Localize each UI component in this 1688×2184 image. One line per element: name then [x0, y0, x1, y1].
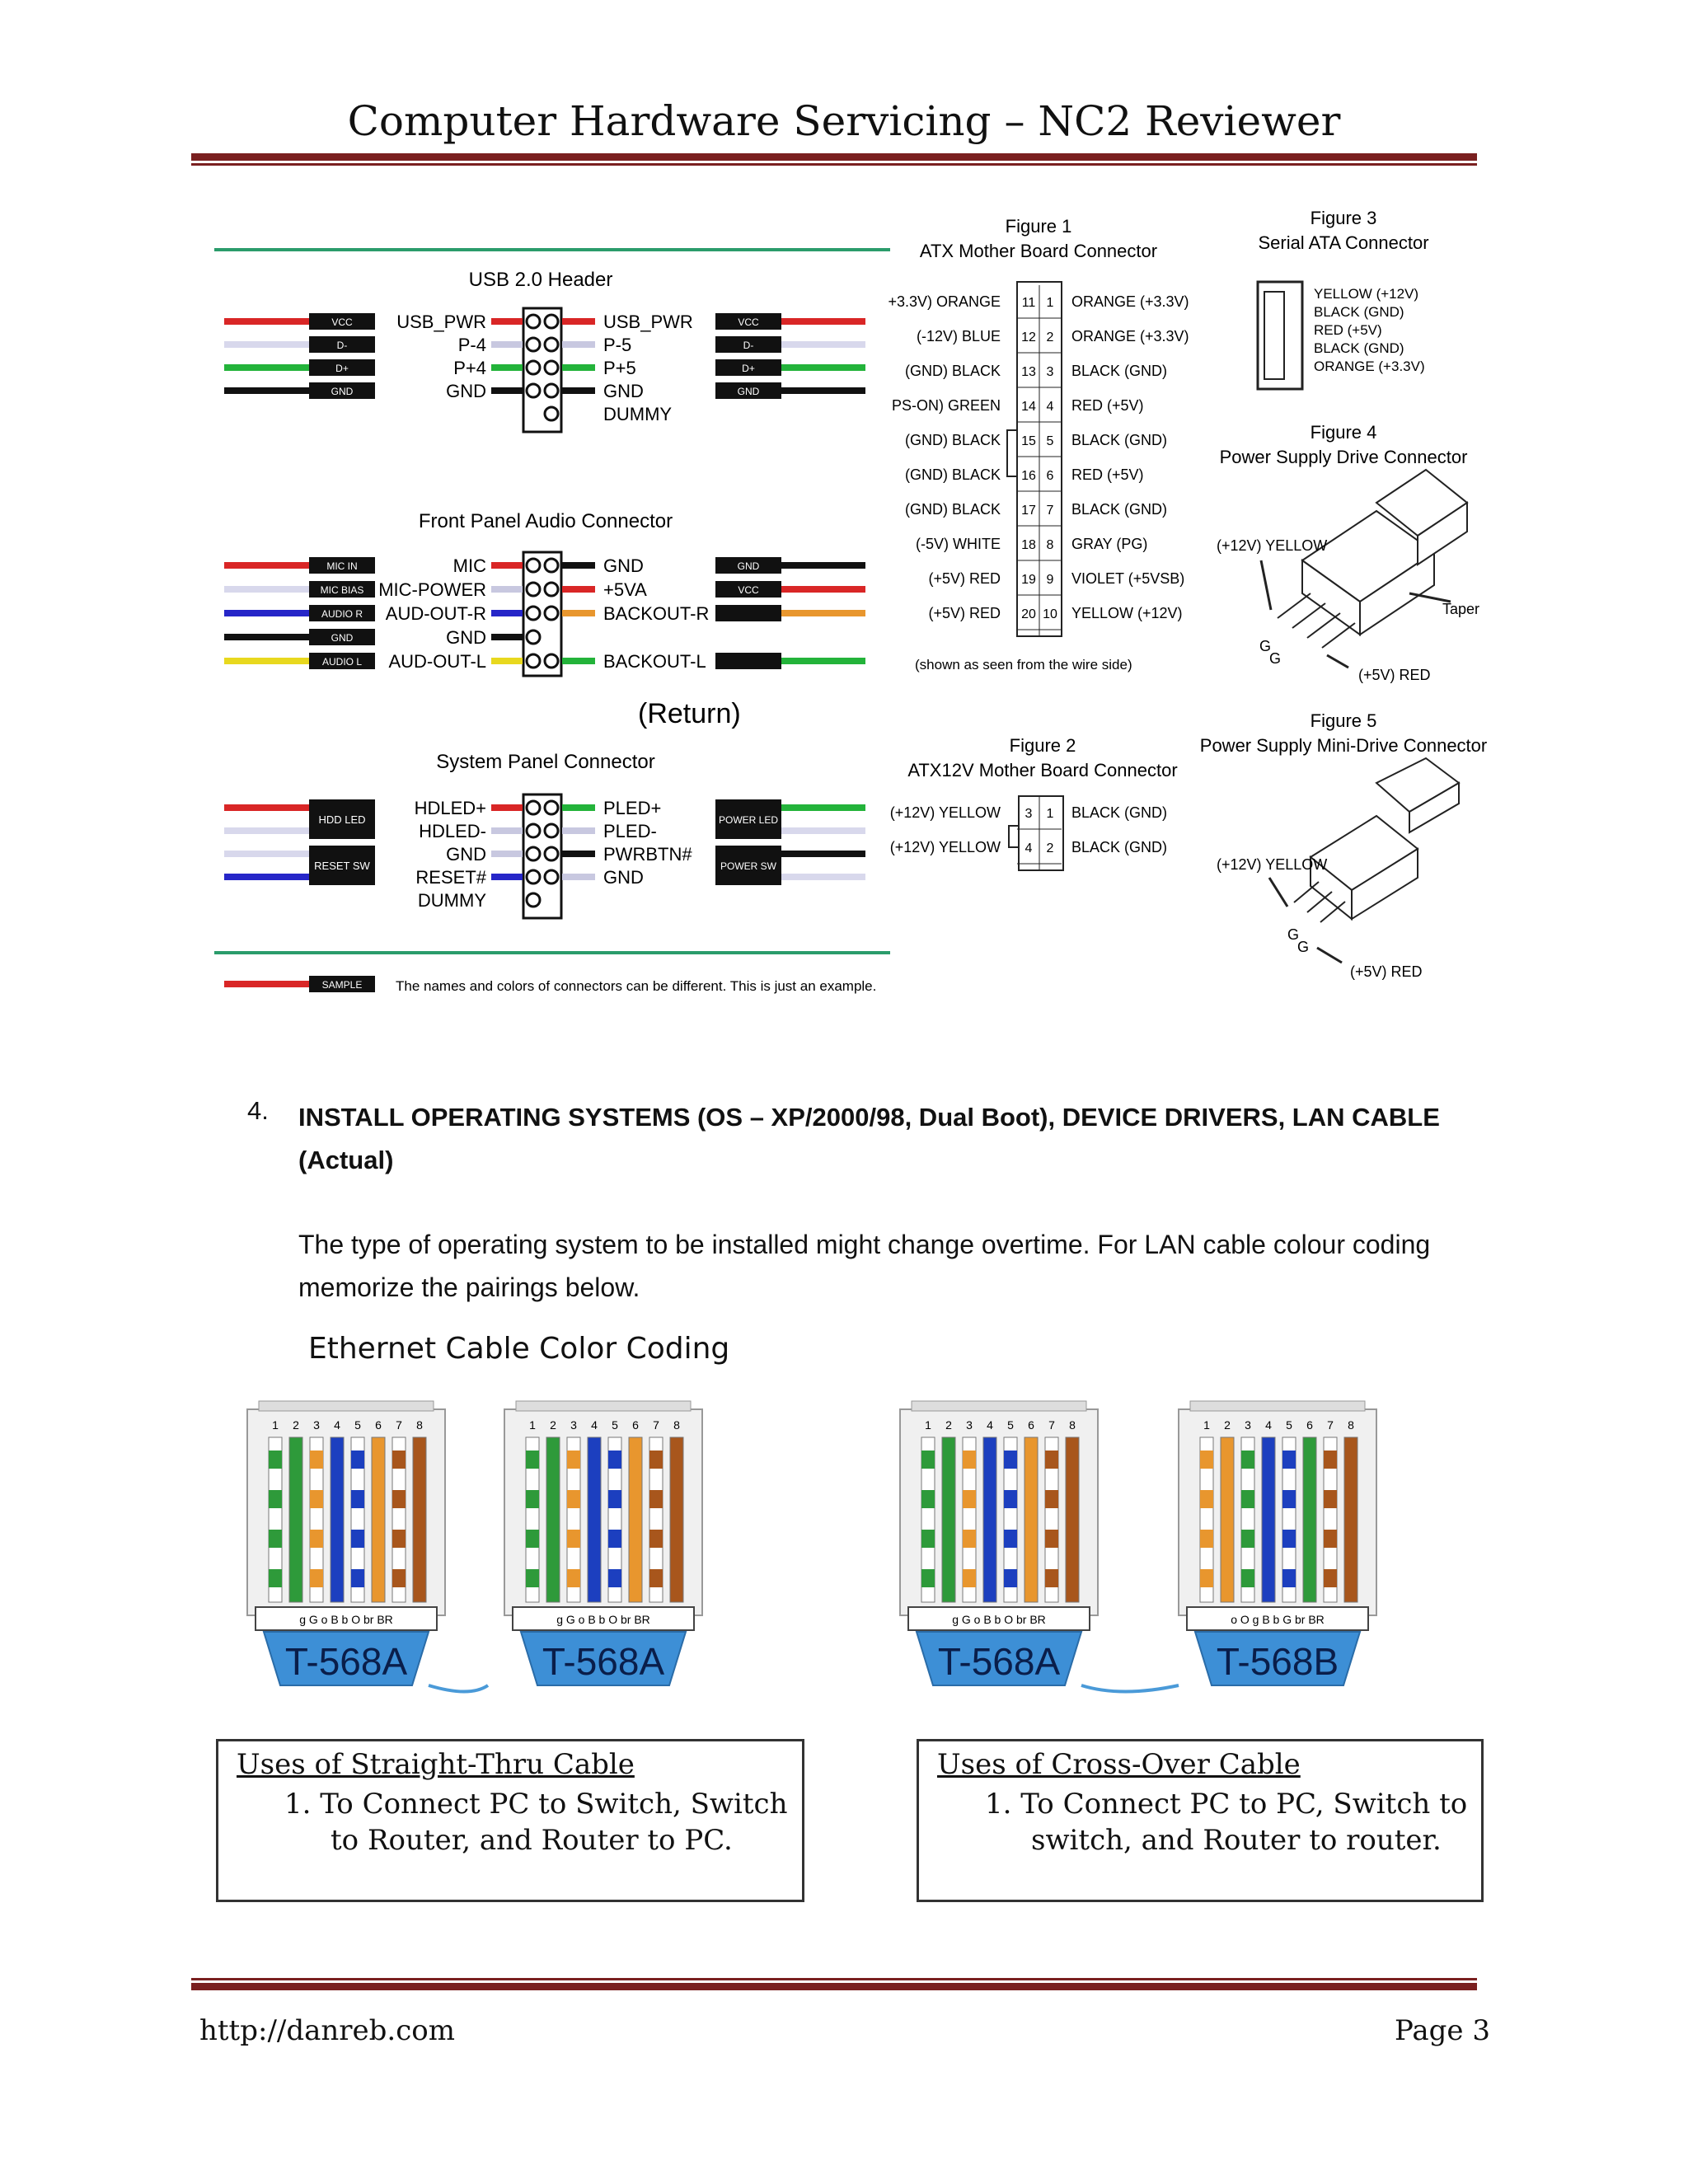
rj45-pin-number: 5 — [1286, 1418, 1292, 1432]
straight-cable — [429, 1685, 488, 1692]
section-heading: INSTALL OPERATING SYSTEMS (OS – XP/2000/98, Dual Boot), DEVICE DRIVERS, LAN CABLE (Actual) — [298, 1103, 1440, 1174]
rj45-code-4: o O g B b G br BR — [1231, 1613, 1325, 1626]
rj45-standard-4: T-568B — [1216, 1640, 1339, 1683]
fig1-right-3: RED (+5V) — [1071, 397, 1144, 414]
fig1-left-5: (GND) BLACK — [904, 466, 1001, 483]
fig5-red-label: (+5V) RED — [1350, 963, 1423, 980]
fig1-pin-a-1: 12 — [1021, 330, 1036, 344]
rj45-pin-number: 6 — [632, 1418, 639, 1432]
usb-label-l3: GND — [446, 381, 486, 401]
rj45-pin-number: 1 — [925, 1418, 931, 1432]
fig1-pin-b-1: 2 — [1046, 330, 1054, 344]
rj45-pin-number: 3 — [1245, 1418, 1251, 1432]
system-label-l0: HDLED+ — [414, 798, 486, 818]
usb-label-r4: DUMMY — [603, 404, 673, 424]
section-number: 4. — [247, 1096, 269, 1125]
rj45-pin-number: 4 — [334, 1418, 340, 1432]
fig1-right-0: ORANGE (+3.3V) — [1071, 293, 1189, 310]
usb-rtag-vcc: VCC — [738, 316, 759, 328]
fig1-left-2: (GND) BLACK — [904, 363, 1001, 379]
rj45-pin-number: 6 — [1306, 1418, 1313, 1432]
system-label-r3: GND — [603, 867, 644, 888]
audio-right-wires — [715, 557, 865, 669]
fig5-title: Power Supply Mini-Drive Connector — [1199, 735, 1488, 756]
usb-tag-gnd: GND — [331, 386, 354, 397]
header-rule-thin — [191, 163, 1477, 166]
rj45-pin-number: 6 — [375, 1418, 382, 1432]
straight-thru-item-line1: 1. To Connect PC to Switch, Switch — [284, 1788, 788, 1821]
system-left-wires — [224, 799, 375, 885]
molex-connector-drawing — [1261, 470, 1467, 668]
fig1-pin-b-4: 5 — [1046, 434, 1054, 448]
fig1-right-6: BLACK (GND) — [1071, 501, 1168, 518]
fig2-left-0: (+12V) YELLOW — [889, 804, 1001, 821]
fig1-pin-b-3: 4 — [1046, 400, 1054, 414]
fig1-note: (shown as seen from the wire side) — [915, 657, 1132, 673]
audio-label-l3: GND — [446, 627, 486, 648]
fig1-title: ATX Mother Board Connector — [919, 241, 1158, 261]
fig5-yellow-label: (+12V) YELLOW — [1217, 856, 1328, 873]
straight-thru-box — [216, 1739, 804, 1902]
usb-header-title: USB 2.0 Header — [468, 269, 613, 291]
rj45-pin-number: 7 — [396, 1418, 402, 1432]
usb-right-wires — [715, 313, 865, 399]
audio-label-l0: MIC — [452, 555, 486, 576]
fig1-pin-b-7: 8 — [1046, 538, 1054, 552]
rj45-pin-number: 5 — [1007, 1418, 1014, 1432]
return-label: (Return) — [638, 698, 741, 729]
fig1-pin-b-9: 10 — [1043, 607, 1057, 621]
system-panel-title: System Panel Connector — [436, 751, 655, 773]
rj45-plug-3 — [900, 1401, 1098, 1685]
fig1-left-7: (-5V) WHITE — [916, 536, 1001, 552]
fig3-caption: Figure 3 — [1310, 208, 1377, 228]
fig1-caption: Figure 1 — [1005, 216, 1072, 237]
fig1-right-7: GRAY (PG) — [1071, 536, 1148, 552]
fig4-yellow-label: (+12V) YELLOW — [1217, 537, 1328, 554]
rj45-pin-number: 5 — [612, 1418, 618, 1432]
fig1-pin-b-6: 7 — [1046, 504, 1054, 518]
usb-tag-dminus: D- — [336, 340, 348, 351]
system-tag-resetsw: RESET SW — [314, 860, 370, 872]
audio-tag-gnd: GND — [331, 632, 354, 644]
fig4-g1: G — [1259, 638, 1272, 654]
audio-rtag-gnd: GND — [737, 560, 760, 572]
section-body: The type of operating system to be installed might change overtime. For LAN cable colour coding memorize the pairings below. — [298, 1230, 1431, 1302]
ethernet-plugs-diagram — [231, 1401, 1500, 1731]
fig5-caption: Figure 5 — [1310, 710, 1377, 731]
fig1-left-0: +3.3V) ORANGE — [888, 293, 1001, 310]
fig3-pin2: RED (+5V) — [1314, 322, 1382, 338]
fig4-red-label: (+5V) RED — [1358, 667, 1431, 683]
fig2-title: ATX12V Mother Board Connector — [907, 760, 1178, 780]
rj45-code-1: g G o B b O br BR — [299, 1613, 393, 1626]
rj45-pin-number: 4 — [987, 1418, 993, 1432]
fig1-right-1: ORANGE (+3.3V) — [1071, 328, 1189, 344]
page-title: Computer Hardware Servicing – NC2 Reviewer — [347, 97, 1341, 145]
rj45-plug-1 — [247, 1401, 445, 1685]
fig3-pin0: YELLOW (+12V) — [1314, 286, 1419, 302]
fig1-left-4: (GND) BLACK — [904, 432, 1001, 448]
usb-left-wires — [224, 313, 375, 399]
rj45-standard-3: T-568A — [937, 1640, 1061, 1683]
rj45-standard-1: T-568A — [284, 1640, 408, 1683]
rj45-plug-2 — [504, 1401, 702, 1685]
fig1-pin-b-8: 9 — [1046, 573, 1054, 587]
fig1-pin-a-4: 15 — [1021, 434, 1036, 448]
fig1-pin-a-6: 17 — [1021, 504, 1036, 518]
system-label-r0: PLED+ — [603, 798, 662, 818]
cross-over-title: Uses of Cross-Over Cable — [937, 1748, 1301, 1781]
usb-label-r3: GND — [603, 381, 644, 401]
atx-connector-figures — [888, 206, 1236, 1014]
fig3-pin3: BLACK (GND) — [1314, 340, 1404, 356]
rj45-pin-number: 3 — [570, 1418, 577, 1432]
usb-label-r2: P+5 — [603, 358, 636, 378]
rj45-pin-number: 2 — [550, 1418, 556, 1432]
rj45-pin-number: 8 — [673, 1418, 680, 1432]
system-connector-block — [491, 794, 595, 918]
usb-tag-vcc: VCC — [331, 316, 353, 328]
ethernet-title: Ethernet Cable Color Coding — [308, 1332, 730, 1366]
rj45-pin-number: 3 — [313, 1418, 320, 1432]
fig1-left-1: (-12V) BLUE — [916, 328, 1001, 344]
header-pinout-diagram — [206, 206, 898, 997]
straight-thru-item — [284, 1786, 787, 1858]
usb-label-l2: P+4 — [453, 358, 486, 378]
rj45-pin-number: 1 — [529, 1418, 536, 1432]
rj45-pin-number: 5 — [354, 1418, 361, 1432]
audio-connector-block — [491, 552, 595, 676]
fig1-left-3: PS-ON) GREEN — [891, 397, 1001, 414]
rj45-pin-number: 4 — [1265, 1418, 1272, 1432]
rj45-pin-number: 2 — [1224, 1418, 1231, 1432]
rj45-pin-number: 8 — [1069, 1418, 1076, 1432]
usb-connector-block — [491, 308, 595, 432]
pinout-note: The names and colors of connectors can be different. This is just an example. — [396, 978, 877, 994]
fig3-title: Serial ATA Connector — [1258, 232, 1429, 253]
cross-over-item-line2: switch, and Router to router. — [1031, 1824, 1442, 1857]
fig1-right-5: RED (+5V) — [1071, 466, 1144, 483]
audio-label-r1: +5VA — [603, 579, 647, 600]
audio-label-r3: BACKOUT-L — [603, 651, 706, 672]
fig1-pin-a-5: 16 — [1021, 469, 1036, 483]
crossover-cable — [1081, 1685, 1179, 1692]
fig1-pin-b-2: 3 — [1046, 365, 1054, 379]
system-right-wires — [715, 799, 865, 885]
usb-tag-dplus: D+ — [335, 363, 349, 374]
cross-over-item-line1: 1. To Connect PC to PC, Switch to — [985, 1788, 1468, 1821]
audio-connector-title: Front Panel Audio Connector — [418, 510, 673, 532]
fig4-taper-label: Taper — [1442, 601, 1480, 617]
rj45-code-3: g G o B b O br BR — [952, 1613, 1046, 1626]
fig1-pin-a-8: 19 — [1021, 573, 1036, 587]
system-label-r2: PWRBTN# — [603, 844, 692, 865]
audio-label-r2: BACKOUT-R — [603, 603, 710, 624]
system-label-l2: GND — [446, 844, 486, 865]
fig2-pin-b-1: 2 — [1046, 841, 1054, 855]
fig1-pin-a-7: 18 — [1021, 538, 1036, 552]
fig1-right-8: VIOLET (+5VSB) — [1071, 570, 1185, 587]
usb-label-l0: USB_PWR — [396, 312, 486, 332]
rj45-pin-number: 4 — [591, 1418, 598, 1432]
fig3-pin4: ORANGE (+3.3V) — [1314, 359, 1425, 374]
fig1-left-6: (GND) BLACK — [904, 501, 1001, 518]
fig5-g2: G — [1297, 939, 1310, 955]
fig4-title: Power Supply Drive Connector — [1219, 447, 1468, 467]
system-label-l4: DUMMY — [417, 890, 486, 911]
fig2-pin-a-0: 3 — [1025, 807, 1033, 821]
fig1-pin-a-3: 14 — [1021, 400, 1036, 414]
fig2-pin-b-0: 1 — [1046, 807, 1054, 821]
fig3-pin1: BLACK (GND) — [1314, 304, 1404, 320]
rj45-pin-number: 7 — [1048, 1418, 1055, 1432]
footer-rule — [191, 1983, 1477, 1990]
rj45-standard-2: T-568A — [542, 1640, 665, 1683]
audio-label-l1: MIC-POWER — [378, 579, 486, 600]
audio-label-l4: AUD-OUT-L — [388, 651, 486, 672]
fig4-caption: Figure 4 — [1310, 422, 1377, 443]
fig1-pin-a-9: 20 — [1021, 607, 1036, 621]
rj45-pin-number: 1 — [272, 1418, 279, 1432]
audio-tag-audior: AUDIO R — [321, 608, 363, 620]
usb-rtag-gnd: GND — [737, 386, 760, 397]
fig2-right-1: BLACK (GND) — [1071, 839, 1168, 855]
audio-tag-micbias: MIC BIAS — [320, 584, 364, 596]
audio-tag-audiol: AUDIO L — [321, 656, 363, 668]
fig1-left-8: (+5V) RED — [928, 570, 1001, 587]
power-connector-figures — [1199, 206, 1492, 997]
fig1-left-9: (+5V) RED — [928, 605, 1001, 621]
sample-tag: SAMPLE — [321, 979, 363, 991]
usb-rtag-dminus: D- — [743, 340, 754, 351]
rj45-pin-number: 2 — [945, 1418, 952, 1432]
fig1-right-4: BLACK (GND) — [1071, 432, 1168, 448]
rj45-pin-number: 3 — [966, 1418, 973, 1432]
fig1-pin-a-2: 13 — [1021, 365, 1036, 379]
rj45-pin-number: 6 — [1028, 1418, 1034, 1432]
rj45-pin-number: 1 — [1203, 1418, 1210, 1432]
fig1-right-2: BLACK (GND) — [1071, 363, 1168, 379]
fig5-g1: G — [1287, 926, 1300, 943]
rj45-pin-number: 8 — [1348, 1418, 1354, 1432]
straight-thru-title: Uses of Straight-Thru Cable — [237, 1748, 635, 1781]
system-label-l1: HDLED- — [419, 821, 486, 841]
rj45-code-2: g G o B b O br BR — [556, 1613, 650, 1626]
rj45-pin-number: 7 — [1327, 1418, 1334, 1432]
fig1-right-9: YELLOW (+12V) — [1071, 605, 1183, 621]
usb-rtag-dplus: D+ — [742, 363, 755, 374]
fig4-g2: G — [1269, 650, 1282, 667]
cross-over-item — [985, 1786, 1467, 1858]
audio-left-wires — [224, 557, 375, 669]
footer-rule-thin — [191, 1978, 1477, 1980]
fig2-caption: Figure 2 — [1009, 735, 1076, 756]
system-tag-hddled: HDD LED — [318, 813, 366, 826]
footer-link[interactable]: http://danreb.com — [199, 2014, 455, 2047]
fig1-pin-b-0: 1 — [1046, 296, 1054, 310]
cross-over-box — [917, 1739, 1484, 1902]
fig1-pin-a-0: 11 — [1021, 296, 1036, 310]
audio-tag-micin: MIC IN — [326, 560, 358, 572]
usb-label-l1: P-4 — [457, 335, 486, 355]
system-label-r1: PLED- — [603, 821, 657, 841]
rj45-pin-number: 2 — [293, 1418, 299, 1432]
fig1-pin-b-5: 6 — [1046, 469, 1054, 483]
audio-label-r0: GND — [603, 555, 644, 576]
straight-thru-item-line2: to Router, and Router to PC. — [331, 1824, 733, 1857]
audio-label-l2: AUD-OUT-R — [385, 603, 486, 624]
system-rtag-powerled: POWER LED — [718, 814, 779, 826]
audio-rtag-vcc: VCC — [738, 584, 759, 596]
system-rtag-powersw: POWER SW — [720, 860, 776, 872]
fig2-left-1: (+12V) YELLOW — [889, 839, 1001, 855]
system-label-l3: RESET# — [415, 867, 486, 888]
usb-label-r0: USB_PWR — [603, 312, 693, 332]
rj45-pin-number: 7 — [653, 1418, 659, 1432]
header-rule — [191, 153, 1477, 161]
fig2-pin-a-1: 4 — [1025, 841, 1033, 855]
rj45-pin-number: 8 — [416, 1418, 423, 1432]
footer-page-number: Page 3 — [1395, 2014, 1490, 2047]
rj45-plug-4 — [1179, 1401, 1376, 1685]
fig2-right-0: BLACK (GND) — [1071, 804, 1168, 821]
usb-label-r1: P-5 — [603, 335, 632, 355]
